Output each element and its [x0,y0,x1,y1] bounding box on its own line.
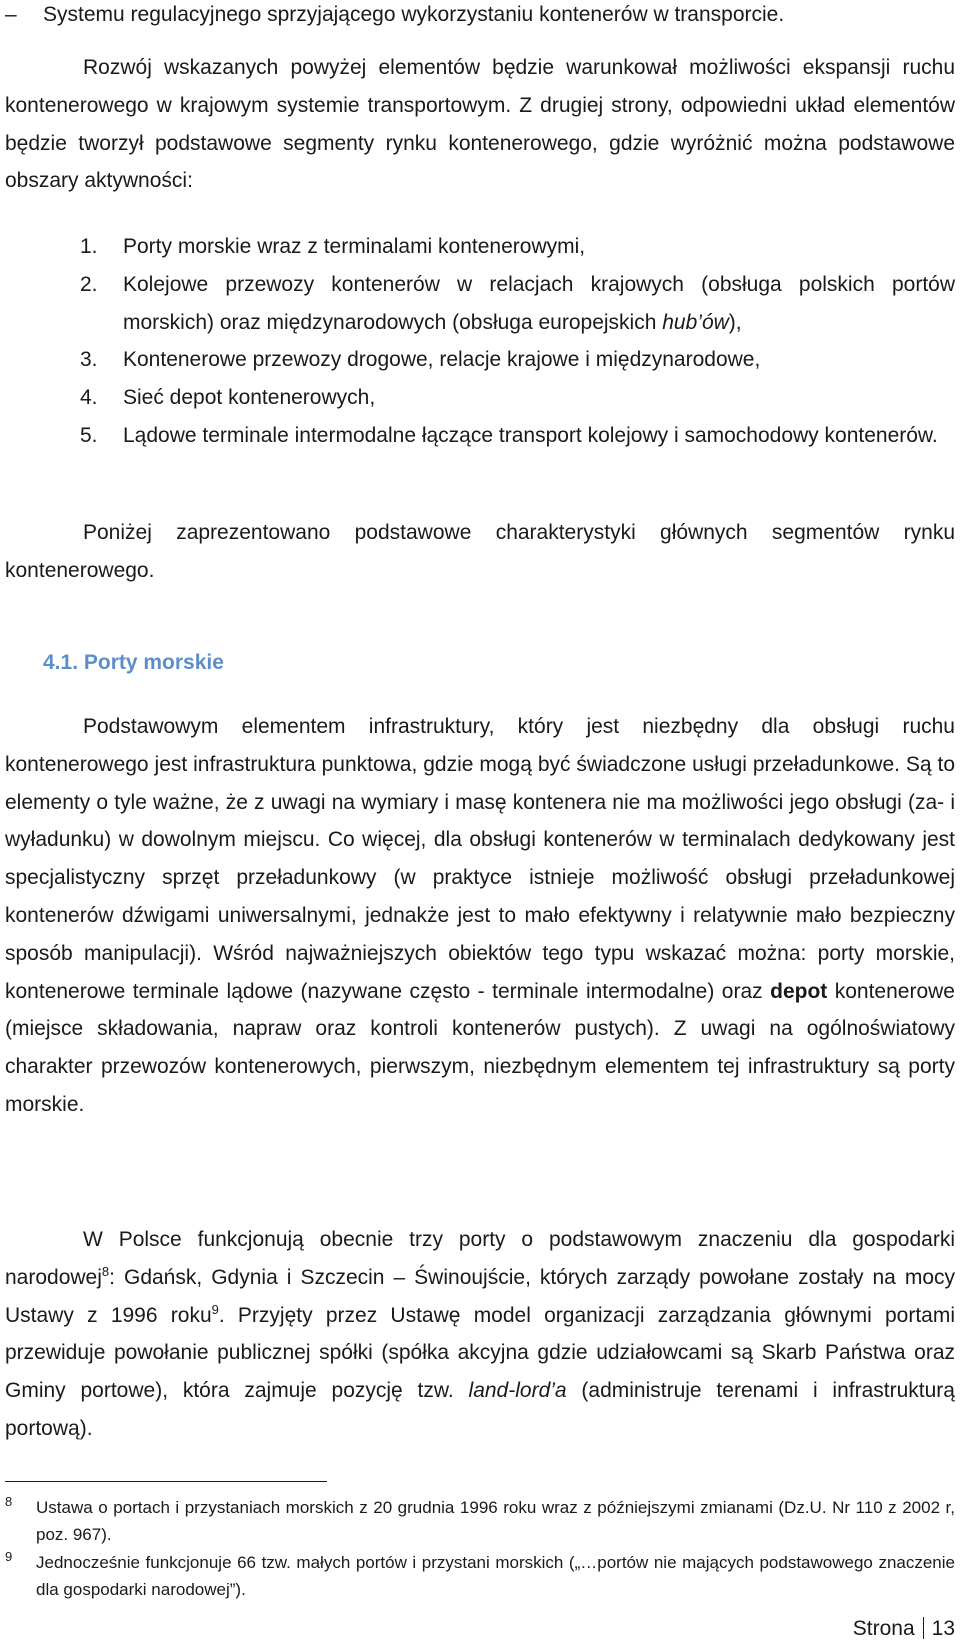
page-number [853,1616,955,1642]
list-number: 1. [80,235,98,258]
paragraph-intro: Rozwój wskazanych powyżej elementów będzie warunkował możliwości ekspansji ruchu kontenerowego w krajowym systemie transportowym. Z drugiej strony, odpowiedni układ elementów będzie tworzył podstawowe segmenty rynku kontenerowego, gdzie wyróżnić można podstawowe obszary aktywności: [5,56,955,193]
list-text: Lądowe terminale intermodalne łączące transport kolejowy i samochodowy kontenerów. [123,423,938,447]
footnote-ref-8[interactable]: 8 [101,1263,110,1279]
list-text: Porty morskie wraz z terminalami kontenerowymi, [123,235,586,258]
footnote-text: Jednocześnie funkcjonuje 66 tzw. małych portów i przystani morskich („…portów nie mających podstawowego znaczenie dla gospodarki narodowej”). [36,1553,955,1599]
footnote-8 [5,1494,955,1548]
list-text: Kontenerowe przewozy drogowe, relacje krajowe i międzynarodowe, [123,348,761,372]
list-text: Kolejowe przewozy kontenerów w relacjach krajowych (obsługa polskich portów morskich) oraz międzynarodowych (obsługa europejskich [123,272,955,334]
para4-text-a: W Polsce funkcjonują obecnie trzy porty o podstawowym znaczeniu dla gospodarki narodowej [5,1228,955,1289]
paragraph-ports-poland [5,1221,955,1448]
para4-text-b: : Gdańsk, Gdynia i Szczecin – Świnoujście, których zarządy powołane zostały na mocy Ustawy z 1996 roku [5,1265,955,1327]
para4-text-d: (administruje terenami i infrastrukturą portową). [5,1379,955,1440]
list-item [80,341,955,379]
footnote-text: Ustawa o portach i przystaniach morskich z 20 grudnia 1996 roku wraz z późniejszymi zmianami (Dz.U. Nr 110 z 2002 r, poz. 967). [36,1498,955,1544]
list-number: 2. [80,272,98,296]
footnote-mark: 8 [5,1494,13,1509]
list-number: 4. [80,386,98,410]
para3-bold: depot [770,979,828,1003]
list-item [80,417,955,455]
list-item [80,266,955,342]
para3-text: Podstawowym elementem infrastruktury, który jest niezbędny dla obsługi ruchu kontenerowego jest infrastruktura punktowa, gdzie mogą być świadczone usługi przeładunkowe. Są to elementy o tyle ważne, że z uwagi na wymiary i masę kontenera nie ma możliwości jego obsługi (za- i wyładunku) w dowolnym miejscu. Co więcej, dla obsługi kontenerów w terminalach dedykowany jest specjalistyczny sprzęt przeładunkowy (w praktyce istnieje możliwość obsługi przeładunkowej kontenerów dźwigami uniwersalnymi, jednakże jest to mało efektywny i relatywnie mało bezpieczny sposób manipulacji). Wśród najważniejszych obiektów tego typu wskazać można: porty morskie, kontenerowe terminale lądowe (nazywane często - terminale intermodalne) oraz [5,715,955,1003]
page-label: Strona [852,1617,915,1640]
page-separator [923,1617,924,1639]
list-item [80,228,955,266]
list-text-end: ), [728,310,742,334]
para4-italic: land-lord’a [468,1379,567,1403]
top-bullet-line [5,0,784,30]
paragraph-infrastructure [5,708,955,1124]
footnote-ref-9[interactable]: 9 [211,1301,219,1317]
list-item [80,379,955,417]
top-bullet-text: Systemu regulacyjnego sprzyjającego wykorzystaniu kontenerów w transporcie. [43,3,785,26]
footnote-9 [5,1549,955,1603]
list-number: 5. [80,423,98,447]
list-text: Sieć depot kontenerowych, [123,386,376,410]
para3-text-end: kontenerowe (miejsce składowania, napraw oraz kontroli kontenerów pustych). Z uwagi na ogólnoświatowy charakter przewozów kontenerowych, pierwszym, niezbędnym elementem tej infrastruktury są porty morskie. [5,979,955,1116]
list-number: 3. [80,348,98,372]
para4-text-c: . Przyjęty przez Ustawę model organizacji zarządzania głównymi portami przewiduje powołanie publicznej spółki (spółka akcyjna gdzie udziałowcami są Skarb Państwa oraz Gminy portowe), która zajmuje pozycję tzw. [5,1303,955,1403]
list-text-italic: hub’ów [662,310,729,334]
footnote-mark: 9 [5,1549,13,1564]
footnote-separator [5,1481,327,1482]
section-heading: 4.1. Porty morskie [43,651,224,674]
dash-marker: – [5,3,17,26]
paragraph-segments: Poniżej zaprezentowano podstawowe charakterystyki głównych segmentów rynku kontenerowego. [5,521,955,582]
activity-list [80,228,955,455]
page-number-value: 13 [931,1617,955,1640]
